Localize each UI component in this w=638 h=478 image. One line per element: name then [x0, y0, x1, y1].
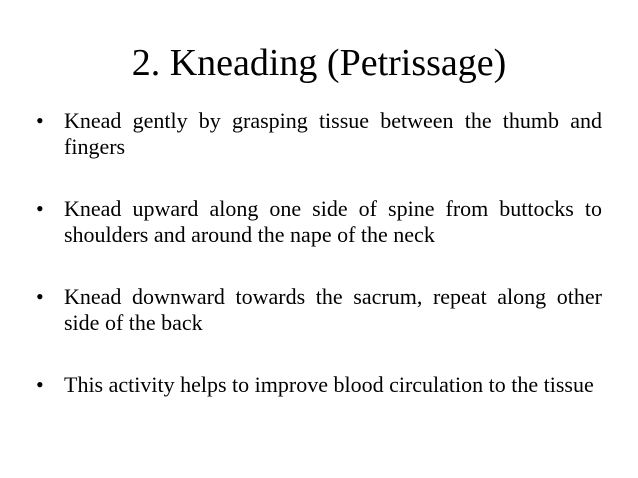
- bullet-icon: •: [36, 108, 44, 133]
- bullet-text: Knead gently by grasping tissue between the thumb and fingers: [64, 108, 602, 159]
- bullet-text: Knead downward towards the sacrum, repeat along other side of the back: [64, 284, 602, 335]
- slide-title: 2. Kneading (Petrissage): [131, 42, 507, 84]
- bullet-text: Knead upward along one side of spine from buttocks to shoulders and around the nape of the neck: [64, 196, 602, 247]
- bullet-icon: •: [36, 196, 44, 221]
- bullet-icon: •: [36, 284, 44, 309]
- bullet-item: [36, 108, 602, 160]
- bullet-item: [36, 372, 602, 398]
- bullet-icon: •: [36, 372, 44, 397]
- bullet-text: This activity helps to improve blood circulation to the tissue: [64, 372, 594, 397]
- bullet-list: [36, 108, 602, 434]
- bullet-item: [36, 284, 602, 336]
- bullet-item: [36, 196, 602, 248]
